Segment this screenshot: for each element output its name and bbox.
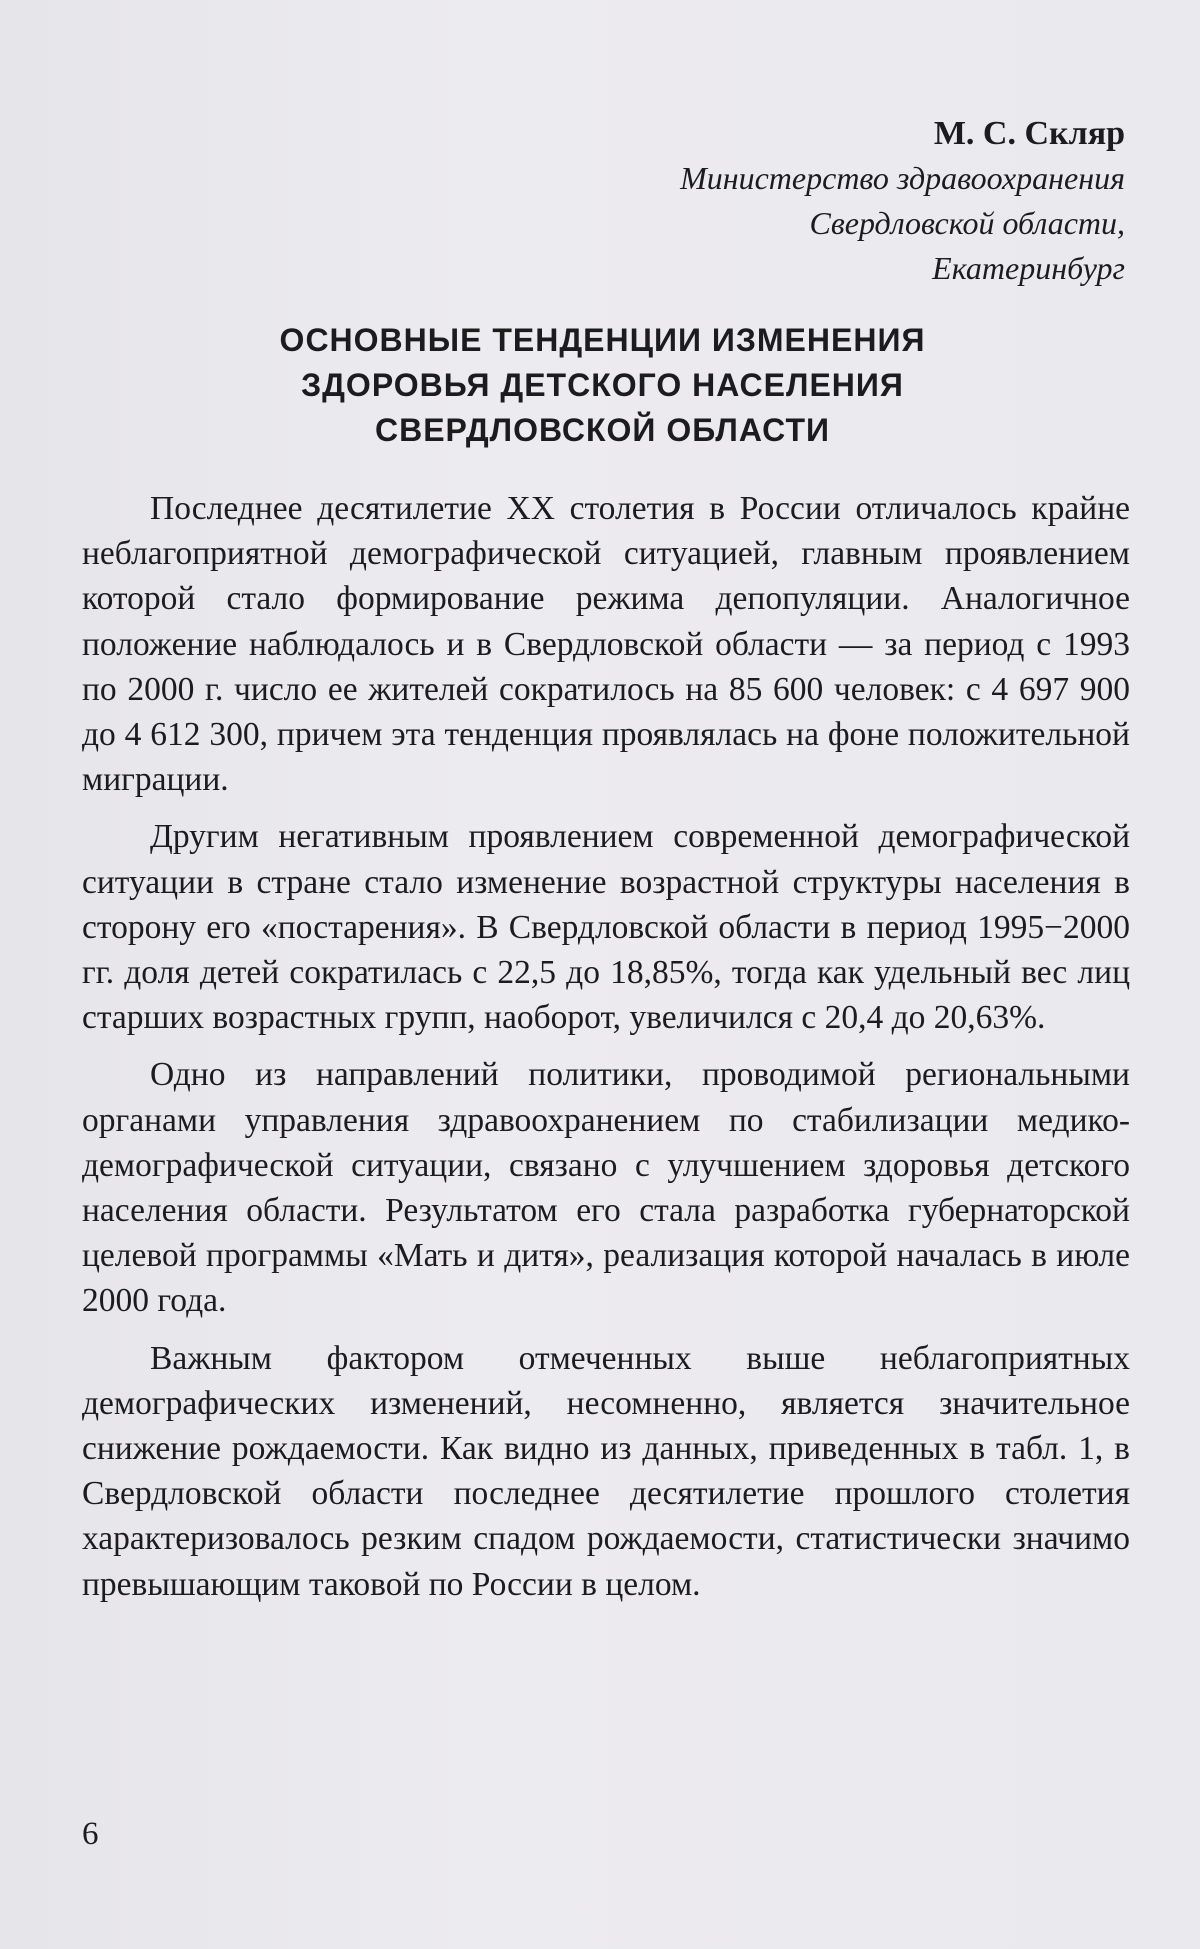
article-body [82,486,1130,1619]
page-number: 6 [82,1816,99,1852]
title-line-3: СВЕРДЛОВСКОЙ ОБЛАСТИ [374,412,831,448]
affiliation-line-3: Екатеринбург [932,250,1125,286]
paragraph-2: Другим негативным проявлением современной демографической ситуации в стране стало изменение возрастной структуры населения в сторону его «постарения». В Свердловской области в период 1995−2000 гг. доля детей сократилась с 22,5 до 18,85%, тогда как удельный вес лиц старших возрастных групп, наоборот, увеличился с 20,4 до 20,63%. [82,818,1130,1037]
affiliation-line-2: Свердловской области, [809,205,1125,241]
paragraph-3: Одно из направлений политики, проводимой региональными органами управления здравоохранением по стабилизации медико-демографической ситуации, связано с улучшением здоровья детского населения области. Результатом его стала разработка губернаторской целевой программы «Мать и дитя», реализация которой началась в июле 2000 года. [82,1056,1130,1320]
title-line-2: ЗДОРОВЬЯ ДЕТСКОГО НАСЕЛЕНИЯ [301,367,904,403]
affiliation-line-1: Министерство здравоохранения [680,160,1125,196]
title-line-1: ОСНОВНЫЕ ТЕНДЕНЦИИ ИЗМЕНЕНИЯ [279,322,926,358]
author-block [425,112,1125,291]
article-title [80,318,1125,453]
author-name: М. С. Скляр [933,115,1125,152]
paragraph-1: Последнее десятилетие XX столетия в России отличалось крайне неблагоприятной демографической ситуацией, главным проявлением которой стало формирование режима депопуляции. Аналогичное положение наблюдалось и в Свердловской области — за период с 1993 по 2000 г. число ее жителей сократилось на 85 600 человек: с 4 697 900 до 4 612 300, причем эта тенденция проявлялась на фоне положительной миграции. [82,490,1130,799]
paragraph-4: Важным фактором отмеченных выше неблагоприятных демографических изменений, несомненно, является значительное снижение рождаемости. Как видно из данных, приведенных в табл. 1, в Свердловской области последнее десятилетие прошлого столетия характеризовалось резким спадом рождаемости, статистически значимо превышающим таковой по России в целом. [82,1339,1130,1603]
